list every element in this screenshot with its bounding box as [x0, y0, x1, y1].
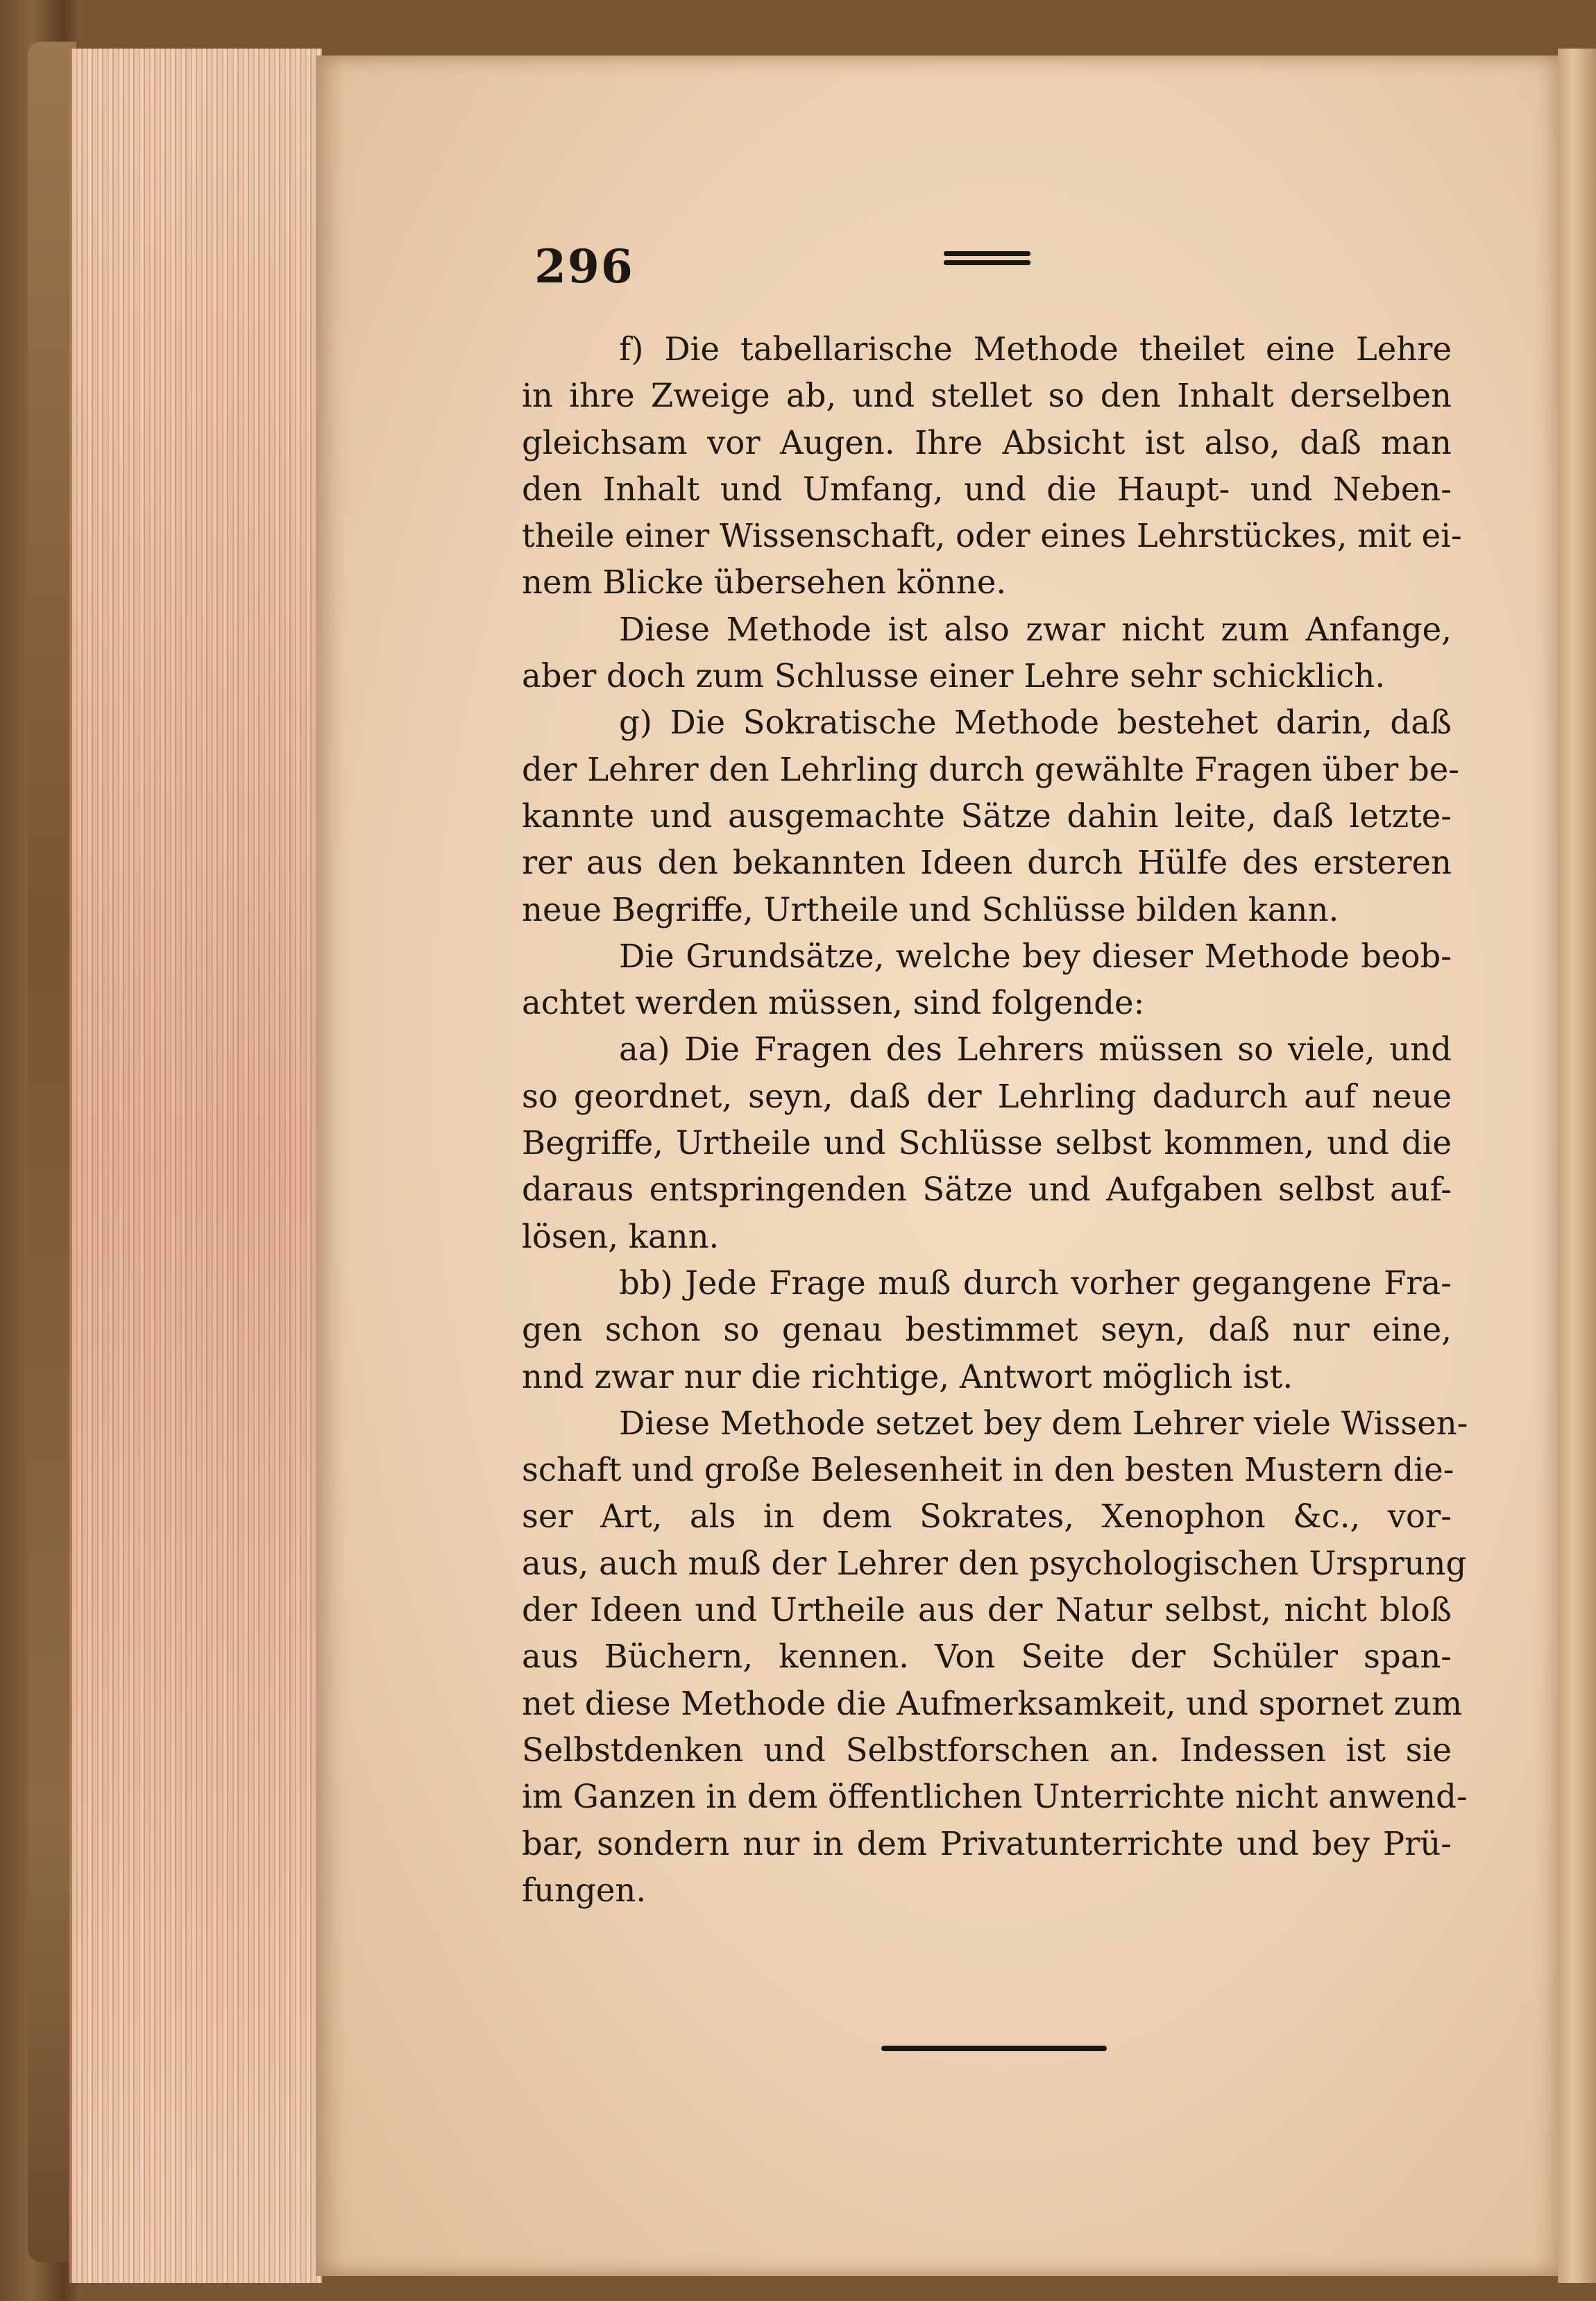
- text-line: Diese Methode ist also zwar nicht zum Anfange,: [619, 610, 1452, 648]
- text-line: gen schon so genau bestimmet seyn, daß nur eine,: [522, 1311, 1452, 1349]
- text-line: achtet werden müssen, sind folgende:: [522, 984, 1145, 1022]
- text-line: der Lehrer den Lehrling durch gewählte Fragen über be-: [522, 750, 1460, 788]
- text-line: bar, sondern nur in dem Privatunterrichte und bey Prü-: [522, 1824, 1452, 1862]
- text-line: aus Büchern, kennen. Von Seite der Schüler span-: [522, 1638, 1452, 1676]
- header-ornament-rule: [944, 251, 1030, 269]
- text-line: aus, auch muß der Lehrer den psychologischen Ursprung: [522, 1544, 1467, 1582]
- text-line: neue Begriffe, Urtheile und Schlüsse bilden kann.: [522, 890, 1339, 928]
- text-line: aa) Die Fragen des Lehrers müssen so viele, und: [619, 1030, 1452, 1069]
- text-line: g) Die Sokratische Methode bestehet darin, daß: [619, 704, 1452, 742]
- text-line: aber doch zum Schlusse einer Lehre sehr schicklich.: [522, 657, 1386, 695]
- text-line: theile einer Wissenschaft, oder eines Lehrstückes, mit ei-: [522, 517, 1462, 555]
- text-line: daraus entspringenden Sätze und Aufgaben selbst auf-: [522, 1171, 1452, 1209]
- text-line: im Ganzen in dem öffentlichen Unterrichte nicht anwend-: [522, 1778, 1468, 1816]
- body-text: [522, 326, 1468, 1914]
- footer-rule: [881, 2046, 1107, 2051]
- text-line: nnd zwar nur die richtige, Antwort möglich ist.: [522, 1357, 1293, 1395]
- text-line: Diese Methode setzet bey dem Lehrer viele Wissen-: [619, 1404, 1468, 1442]
- text-line: Die Grundsätze, welche bey dieser Methode beob-: [619, 937, 1452, 975]
- text-line: ser Art, als in dem Sokrates, Xenophon &c., vor-: [522, 1497, 1452, 1536]
- text-line: in ihre Zweige ab, und stellet so den Inhalt derselben: [522, 377, 1452, 415]
- text-line: gleichsam vor Augen. Ihre Absicht ist also, daß man: [522, 423, 1452, 461]
- text-line: Selbstdenken und Selbstforschen an. Indessen ist sie: [522, 1731, 1452, 1769]
- text-line: lösen, kann.: [522, 1217, 720, 1255]
- text-line: net diese Methode die Aufmerksamkeit, und spornet zum: [522, 1684, 1463, 1722]
- page-number: 296: [534, 239, 634, 294]
- page-gutter-shadow: [1558, 49, 1596, 2283]
- text-line: kannte und ausgemachte Sätze dahin leite, daß letzte-: [522, 797, 1452, 835]
- text-line: so geordnet, seyn, daß der Lehrling dadurch auf neue: [522, 1077, 1452, 1115]
- text-line: der Ideen und Urtheile aus der Natur selbst, nicht bloß: [522, 1591, 1452, 1629]
- text-line: rer aus den bekannten Ideen durch Hülfe des ersteren: [522, 844, 1452, 882]
- text-line: bb) Jede Frage muß durch vorher gegangene Fra-: [619, 1264, 1452, 1302]
- text-line: Begriffe, Urtheile und Schlüsse selbst kommen, und die: [522, 1124, 1452, 1162]
- text-line: nem Blicke übersehen könne.: [522, 563, 1007, 602]
- text-line: fungen.: [522, 1871, 647, 1909]
- page-stack-edge: [69, 49, 322, 2283]
- text-line: f) Die tabellarische Methode theilet eine Lehre: [619, 330, 1452, 368]
- text-line: den Inhalt und Umfang, und die Haupt- und Neben-: [522, 470, 1452, 508]
- text-line: schaft und große Belesenheit in den besten Mustern die-: [522, 1451, 1454, 1489]
